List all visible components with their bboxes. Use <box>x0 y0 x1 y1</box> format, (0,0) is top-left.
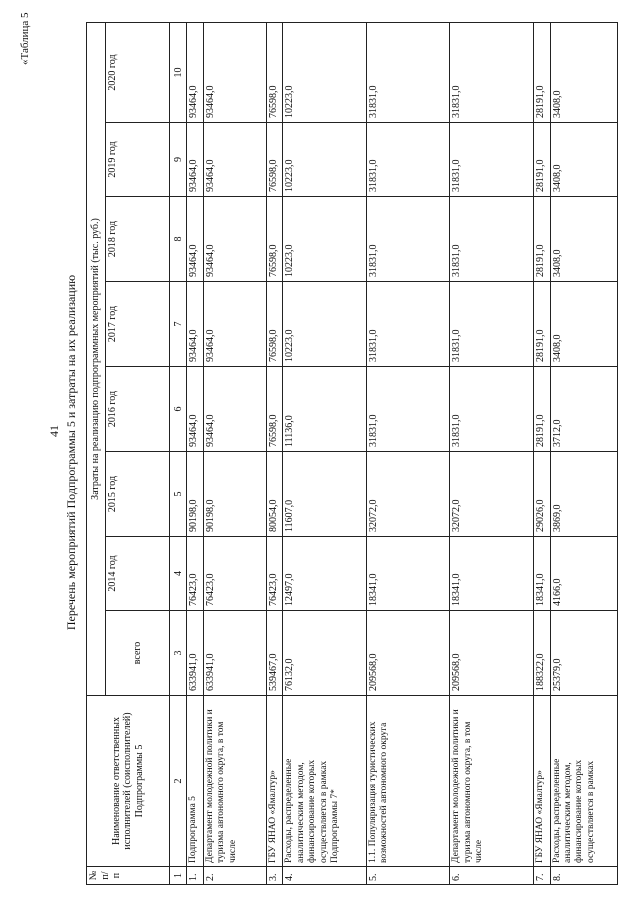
year-value: 28191,0 <box>533 123 550 197</box>
col-header-2014: 2014 год <box>105 537 170 611</box>
year-value: 10223,0 <box>283 197 366 282</box>
row-number: 8. <box>550 867 617 885</box>
year-value: 18341,0 <box>366 537 449 611</box>
year-value: 93464,0 <box>204 123 267 197</box>
year-value: 31831,0 <box>450 123 533 197</box>
year-value: 93464,0 <box>187 282 204 367</box>
year-value: 93464,0 <box>204 197 267 282</box>
table-row <box>283 22 366 884</box>
total-value: 633941,0 <box>187 611 204 696</box>
index-cell: 5 <box>170 452 187 537</box>
table-row <box>533 22 550 884</box>
index-cell: 2 <box>170 696 187 867</box>
total-value: 209568,0 <box>366 611 449 696</box>
year-value: 31831,0 <box>366 22 449 122</box>
year-value: 31831,0 <box>366 367 449 452</box>
year-value: 76598,0 <box>266 123 283 197</box>
row-name: ГБУ ЯНАО «Ямалтур» <box>533 696 550 867</box>
col-header-no: № п/п <box>87 867 170 885</box>
year-value: 31831,0 <box>450 367 533 452</box>
total-value: 209568,0 <box>450 611 533 696</box>
year-value: 28191,0 <box>533 197 550 282</box>
row-name: Департамент молодежной политики и туризма автономного округа, в том числе <box>204 696 267 867</box>
year-value: 93464,0 <box>204 367 267 452</box>
year-value: 93464,0 <box>204 282 267 367</box>
col-header-2016: 2016 год <box>105 367 170 452</box>
year-value: 90198,0 <box>204 452 267 537</box>
index-cell: 9 <box>170 123 187 197</box>
row-name: Департамент молодежной политики и туризма автономного округа, в том числе <box>450 696 533 867</box>
row-number: 7. <box>533 867 550 885</box>
year-value: 11607,0 <box>283 452 366 537</box>
year-value: 18341,0 <box>450 537 533 611</box>
year-value: 3408,0 <box>550 22 617 122</box>
year-value: 28191,0 <box>533 282 550 367</box>
col-header-2018: 2018 год <box>105 197 170 282</box>
year-value: 10223,0 <box>283 22 366 122</box>
year-value: 76598,0 <box>266 22 283 122</box>
row-number: 2. <box>204 867 267 885</box>
row-number: 6. <box>450 867 533 885</box>
row-number: 1. <box>187 867 204 885</box>
year-value: 31831,0 <box>366 282 449 367</box>
index-row <box>170 22 187 884</box>
year-value: 3408,0 <box>550 197 617 282</box>
year-value: 80054,0 <box>266 452 283 537</box>
year-value: 31831,0 <box>450 197 533 282</box>
year-value: 3408,0 <box>550 123 617 197</box>
col-header-2020: 2020 год <box>105 22 170 122</box>
year-value: 32072,0 <box>366 452 449 537</box>
year-value: 93464,0 <box>187 22 204 122</box>
year-value: 76598,0 <box>266 197 283 282</box>
index-cell: 10 <box>170 22 187 122</box>
year-value: 76423,0 <box>187 537 204 611</box>
table-number-label: «Таблица 5 <box>19 12 31 65</box>
year-value: 12497,0 <box>283 537 366 611</box>
year-value: 93464,0 <box>187 197 204 282</box>
total-value: 539467,0 <box>266 611 283 696</box>
table-row <box>187 22 204 884</box>
year-value: 3869,0 <box>550 452 617 537</box>
table-row <box>204 22 267 884</box>
col-header-2019: 2019 год <box>105 123 170 197</box>
year-value: 11136,0 <box>283 367 366 452</box>
events-costs-table <box>86 22 618 885</box>
year-value: 93464,0 <box>187 123 204 197</box>
index-cell: 7 <box>170 282 187 367</box>
row-name: Расходы, распределенные аналитическим методом, финансирование которых осуществляется в рамках Подпрограммы 7* <box>283 696 366 867</box>
table-row <box>550 22 617 884</box>
table-title: Перечень мероприятий Подпрограммы 5 и затраты на их реализацию <box>64 274 78 631</box>
year-value: 90198,0 <box>187 452 204 537</box>
total-value: 25379,0 <box>550 611 617 696</box>
year-value: 3408,0 <box>550 282 617 367</box>
year-value: 31831,0 <box>450 282 533 367</box>
year-value: 4166,0 <box>550 537 617 611</box>
year-value: 76423,0 <box>204 537 267 611</box>
page-number: 41 <box>47 425 61 437</box>
col-header-total: всего <box>105 611 170 696</box>
year-value: 76598,0 <box>266 282 283 367</box>
year-value: 10223,0 <box>283 282 366 367</box>
table-row <box>266 22 283 884</box>
year-value: 93464,0 <box>187 367 204 452</box>
row-number: 4. <box>283 867 366 885</box>
year-value: 10223,0 <box>283 123 366 197</box>
row-name: ГБУ ЯНАО «Ямалтур» <box>266 696 283 867</box>
col-header-costs: Затраты на реализацию подпрограммных мероприятий (тыс. руб.) <box>87 22 106 695</box>
col-header-2017: 2017 год <box>105 282 170 367</box>
year-value: 93464,0 <box>204 22 267 122</box>
row-name: Подпрограмма 5 <box>187 696 204 867</box>
year-value: 76598,0 <box>266 367 283 452</box>
row-number: 3. <box>266 867 283 885</box>
year-value: 76423,0 <box>266 537 283 611</box>
total-value: 76132,0 <box>283 611 366 696</box>
year-value: 31831,0 <box>366 123 449 197</box>
index-cell: 6 <box>170 367 187 452</box>
index-cell: 1 <box>170 867 187 885</box>
table-row <box>366 22 449 884</box>
year-value: 28191,0 <box>533 367 550 452</box>
total-value: 188322,0 <box>533 611 550 696</box>
year-value: 31831,0 <box>450 22 533 122</box>
index-cell: 3 <box>170 611 187 696</box>
year-value: 32072,0 <box>450 452 533 537</box>
year-value: 29026,0 <box>533 452 550 537</box>
row-name: 1.1. Популяризация туристических возможностей автономного округа <box>366 696 449 867</box>
table-row <box>450 22 533 884</box>
col-header-2015: 2015 год <box>105 452 170 537</box>
index-cell: 8 <box>170 197 187 282</box>
year-value: 28191,0 <box>533 22 550 122</box>
col-header-name: Наименование ответственных исполнителей (соисполнителей) Подпрограммы 5 <box>87 696 170 867</box>
index-cell: 4 <box>170 537 187 611</box>
row-name: Расходы, распределенные аналитическим методом, финансирование которых осуществляется в рамках <box>550 696 617 867</box>
row-number: 5. <box>366 867 449 885</box>
year-value: 3712,0 <box>550 367 617 452</box>
total-value: 633941,0 <box>204 611 267 696</box>
year-value: 18341,0 <box>533 537 550 611</box>
year-value: 31831,0 <box>366 197 449 282</box>
